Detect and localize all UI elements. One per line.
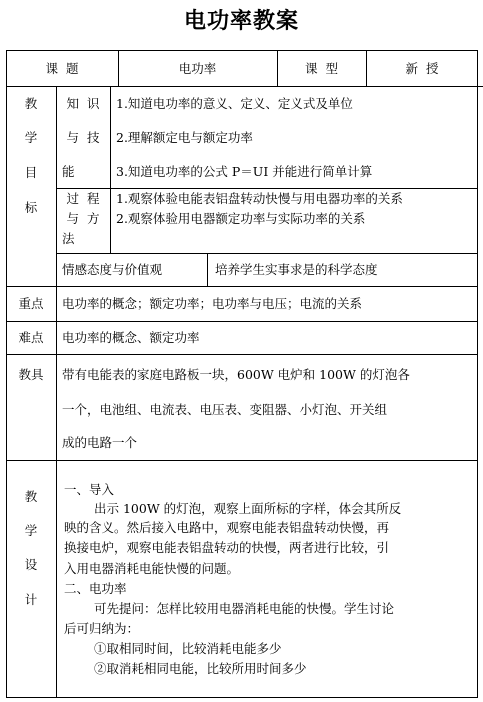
design-line-7: 可先提问：怎样比较用电器消耗电能的快慢。学生讨论 [94, 601, 395, 616]
divider [6, 354, 478, 355]
goals-label-3: 目 [24, 165, 38, 180]
difficult-points-value: 电功率的概念、额定功率 [62, 330, 200, 345]
difficult-points-label: 难点 [18, 330, 44, 345]
emotion-label: 情感态度与价值观 [62, 262, 163, 277]
divider [110, 86, 111, 253]
design-line-3: 映的含义。然后接入电路中，观察电能表铝盘转动快慢，再 [64, 520, 390, 535]
knowledge-label-1: 知 识 [66, 96, 100, 111]
design-line-2: 出示 100W 的灯泡，观察上面所标的字样，体会其所反 [94, 501, 402, 516]
process-label-3: 法 [62, 231, 75, 246]
key-points-value: 电功率的概念；额定功率；电功率与电压；电流的关系 [62, 296, 363, 311]
tools-label: 教具 [18, 367, 44, 382]
divider [56, 253, 478, 254]
knowledge-label-2: 与 技 [66, 130, 100, 145]
design-line-9: ①取相同时间，比较消耗电能多少 [94, 641, 282, 656]
topic-value: 电功率 [178, 61, 217, 76]
knowledge-item-3: 3.知道电功率的公式 P＝UI 并能进行简单计算 [116, 164, 373, 179]
divider [6, 321, 478, 322]
design-line-1: 一、导入 [64, 482, 115, 497]
divider [56, 86, 57, 698]
goals-label-4: 标 [24, 200, 38, 215]
emotion-value: 培养学生实事求是的科学态度 [215, 262, 378, 277]
design-line-4: 换接电炉，观察电能表铝盘转动的快慢，两者进行比较，引 [64, 540, 390, 555]
design-line-6: 二、电功率 [64, 581, 127, 596]
process-label-2: 与 方 [66, 211, 100, 226]
type-label: 课 型 [305, 61, 338, 76]
design-line-8: 后可归纳为： [64, 621, 140, 636]
process-item-2: 2.观察体验用电器额定功率与实际功率的关系 [116, 211, 366, 226]
tools-line-3: 成的电路一个 [62, 435, 138, 450]
type-value: 新 授 [405, 61, 439, 76]
divider [478, 86, 483, 87]
tools-line-2: 一个，电池组、电流表、电压表、变阻器、小灯泡、开关组 [62, 402, 388, 417]
divider [207, 253, 208, 286]
design-line-5: 入用电器消耗电能快慢的问题。 [64, 561, 240, 576]
knowledge-label-3: 能 [62, 164, 75, 179]
page-title: 电功率教案 [183, 8, 299, 34]
divider [56, 188, 478, 189]
design-label-4: 计 [24, 592, 38, 607]
knowledge-item-1: 1.知道电功率的意义、定义、定义式及单位 [116, 96, 353, 111]
process-label-1: 过 程 [66, 191, 100, 206]
design-label-3: 设 [24, 557, 38, 572]
divider [6, 460, 478, 461]
process-item-1: 1.观察体验电能表铝盘转动快慢与用电器功率的关系 [116, 191, 403, 206]
topic-label: 课 题 [45, 61, 79, 76]
design-label-1: 教 [24, 489, 38, 504]
tools-line-1: 带有电能表的家庭电路板一块，600W 电炉和 100W 的灯泡各 [62, 367, 410, 382]
knowledge-item-2: 2.理解额定电与额定功率 [116, 130, 253, 145]
design-label-2: 学 [24, 523, 38, 538]
goals-label-2: 学 [24, 130, 38, 145]
divider [6, 286, 478, 287]
key-points-label: 重点 [18, 296, 44, 311]
design-line-10: ②取消耗相同电能，比较所用时间多少 [94, 661, 307, 676]
goals-label-1: 教 [24, 96, 38, 111]
